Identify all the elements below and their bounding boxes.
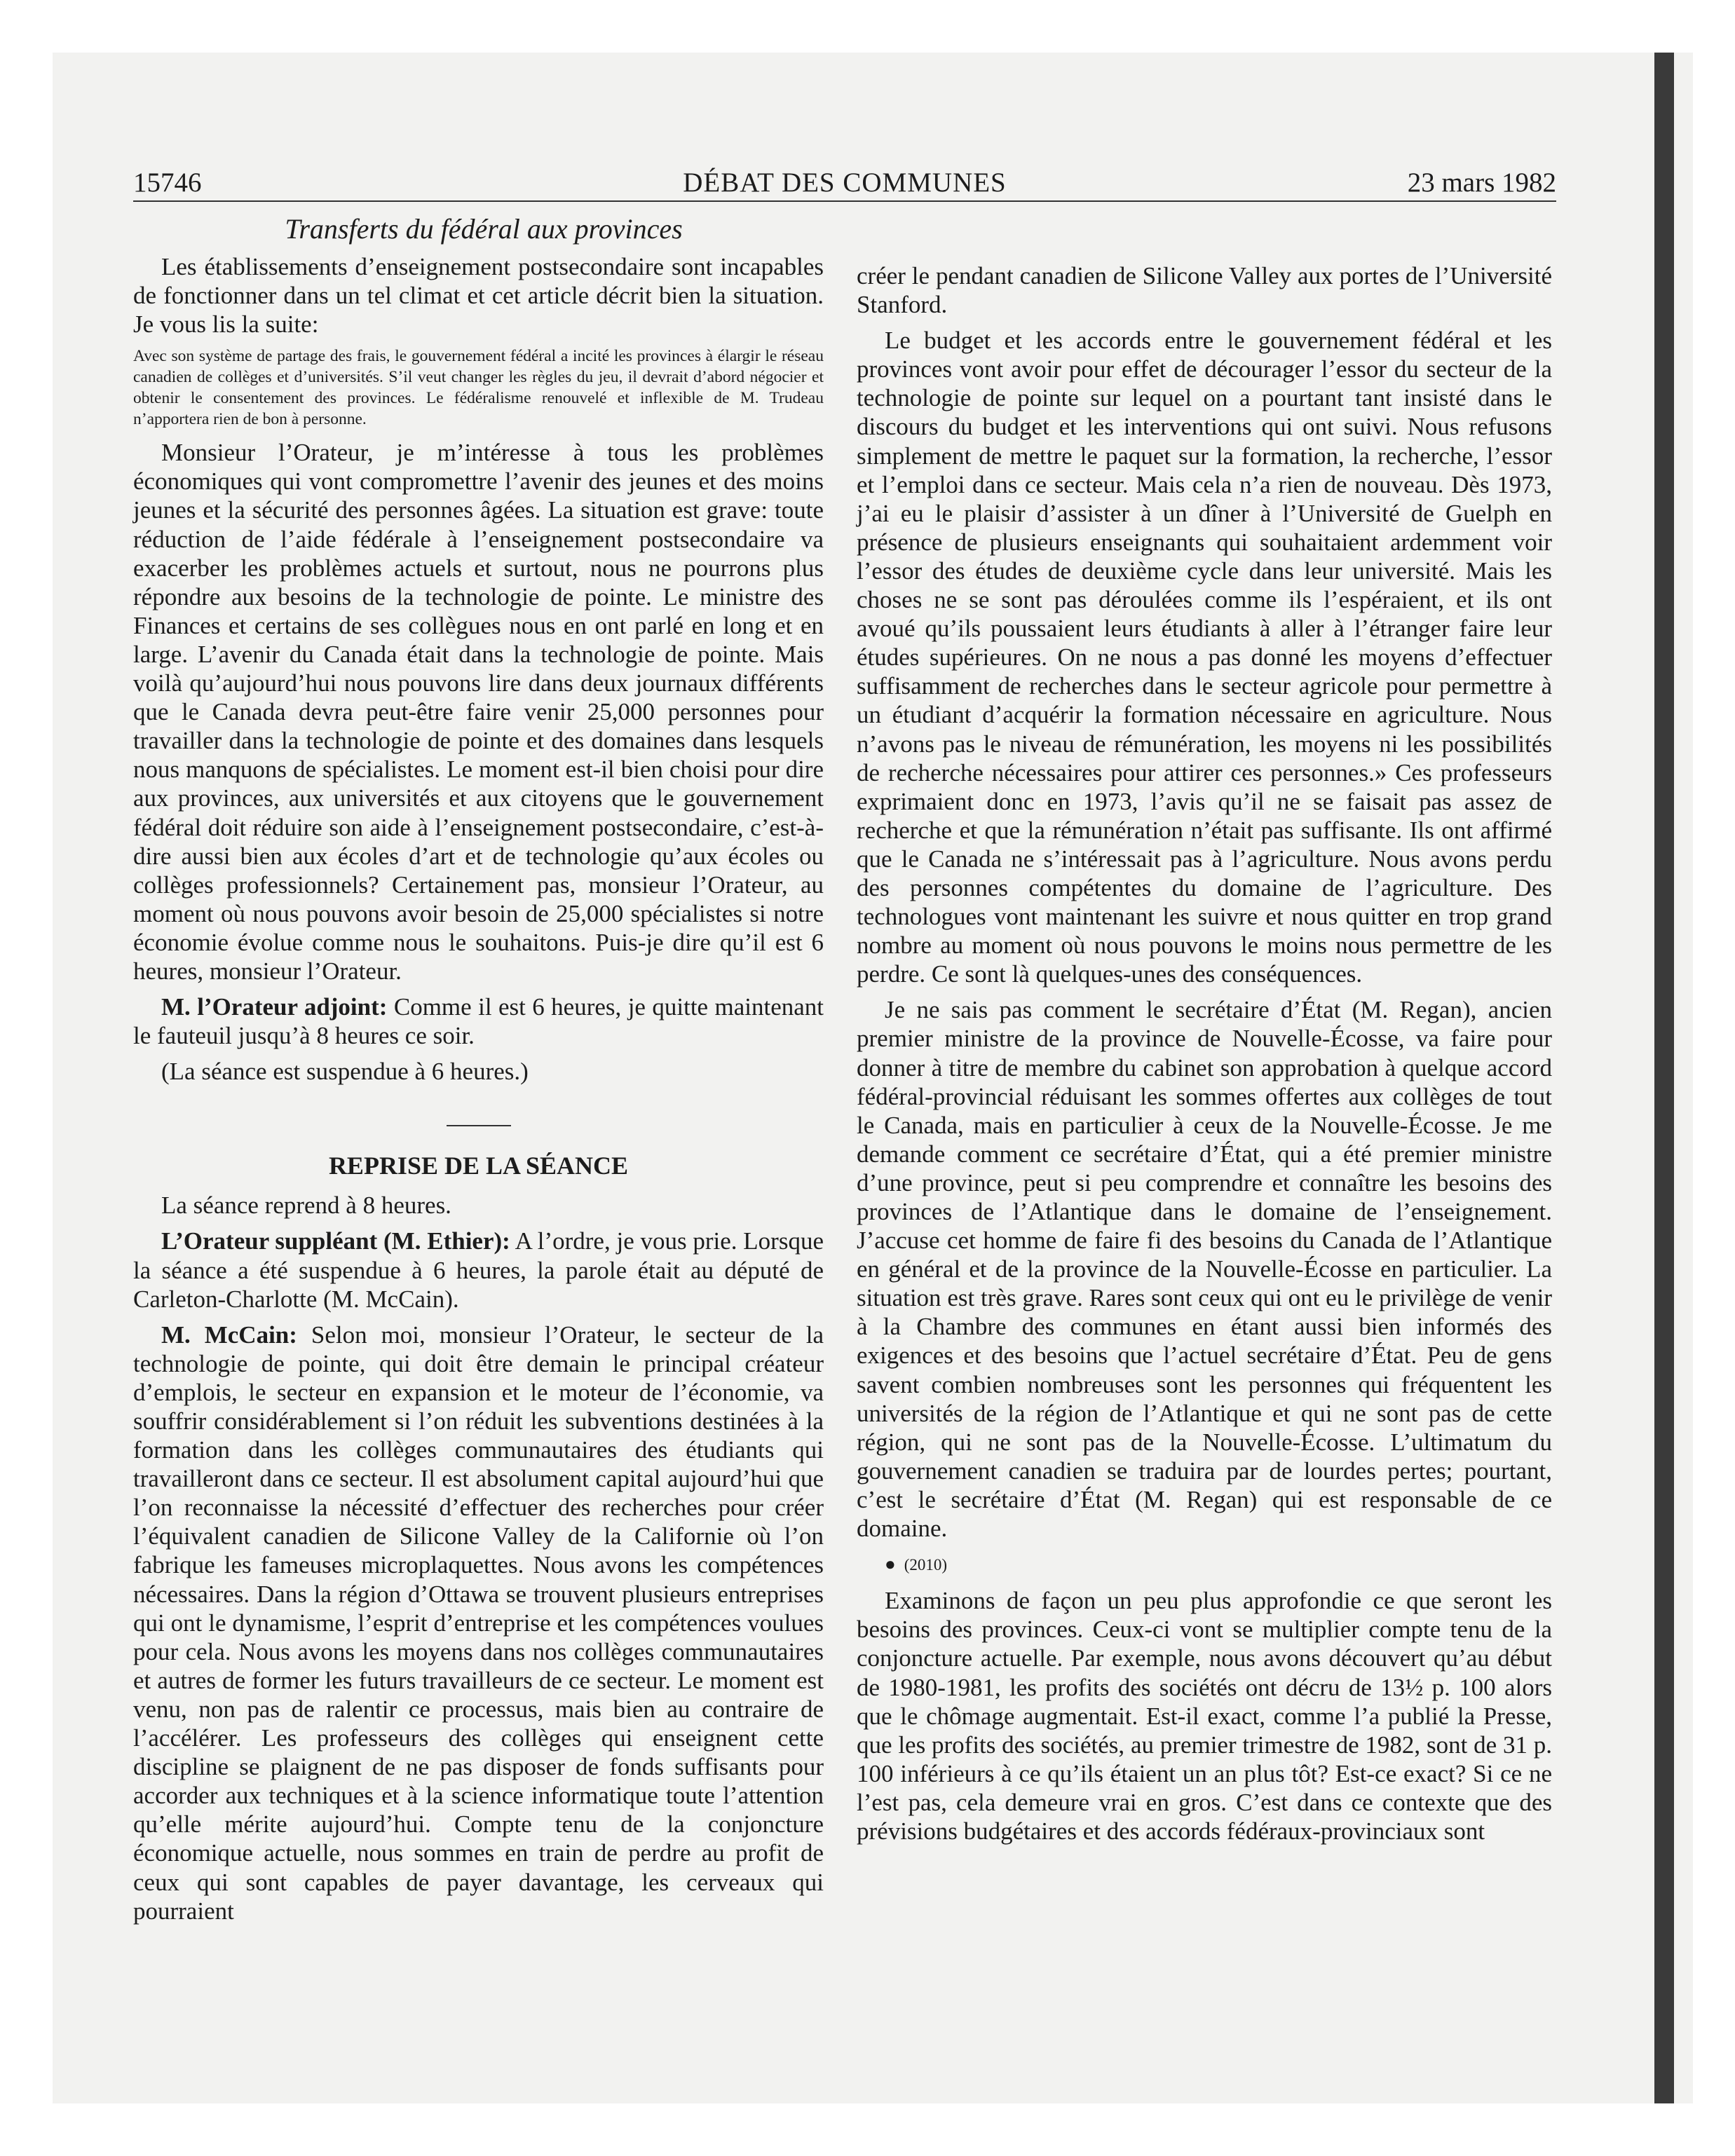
paragraph: (La séance est suspendue à 6 heures.)	[161, 1058, 529, 1086]
page-number: 15746	[133, 168, 202, 198]
timestamp-text: (2010)	[904, 1556, 948, 1574]
speaker-name: M. McCain:	[161, 1321, 297, 1349]
speech-text: Comme il est 6 heures, je quitte maintenant le fauteuil jusqu’à 8 heures ce soir.	[133, 993, 824, 1050]
paragraph: Monsieur l’Orateur, je m’intéresse à tous les problèmes économiques qui vont compromettre l’avenir des jeunes et des moins jeunes et la sécurité des personnes âgées. La situation est grave: toute réduction de l’aide fédérale à l’enseignement postsecondaire va exacerber les problèmes actuels et surtout, nous ne pourrons plus répondre aux besoins de la technologie de pointe. Le ministre des Finances et certains de ses collègues nous en ont parlé en long et en large. L’avenir du Canada était dans la technologie de pointe. Mais voilà qu’aujourd’hui nous pouvons lire dans deux journaux différents que le Canada devra peut-être faire venir 25,000 personnes pour travailler dans la technologie de pointe et des domaines dans lesquels nous manquons de spécialistes. Le moment est-il bien choisi pour dire aux provinces, aux universités et aux citoyens que le gouvernement fédéral doit réduire son aide à l’enseignement postsecondaire, c’est-à-dire aussi bien aux écoles d’art et de technologie qu’aux écoles ou collèges professionnels? Certainement pas, monsieur l’Orateur, au moment où nous pouvons avoir besoin de 25,000 spécialistes si notre économie évolue comme nous le souhaitons. Puis-je dire qu’il est 6 heures, monsieur l’Orateur.	[133, 439, 824, 985]
publication-date: 23 mars 1982	[1407, 168, 1556, 198]
section-divider	[447, 1125, 511, 1126]
page-edge-shadow	[1654, 53, 1674, 2103]
publication-title: DÉBAT DES COMMUNES	[683, 168, 1007, 198]
speaker-name: L’Orateur suppléant (M. Ethier):	[161, 1227, 510, 1255]
paragraph: Les établissements d’enseignement postsecondaire sont incapables de fonctionner dans un tel climat et cet article décrit bien la situation. Je vous lis la suite:	[133, 253, 824, 339]
section-subtitle: Transferts du fédéral aux provinces	[285, 213, 683, 245]
paragraph: La séance reprend à 8 heures.	[161, 1192, 451, 1220]
left-column	[133, 252, 824, 1932]
timestamp	[857, 1550, 1552, 1579]
paragraph: créer le pendant canadien de Silicone Valley aux portes de l’Université Stanford.	[857, 262, 1552, 319]
block-quote: Avec son système de partage des frais, le gouvernement fédéral a incité les provinces à élargir le réseau canadien de collèges et d’universités. S’il veut changer les règles du jeu, il devrait d’abord négocier et obtenir le consentement des provinces. Le fédéralisme renouvelé et inflexible de M. Trudeau n’apportera rien de bon à personne.	[133, 347, 824, 429]
bullet-icon: ●	[885, 1554, 896, 1575]
speech-paragraph	[133, 1321, 824, 1925]
speech-paragraph	[133, 1227, 824, 1313]
paragraph: Examinons de façon un peu plus approfondie ce que seront les besoins des provinces. Ceux-ci vont se multiplier compte tenu de la conjoncture actuelle. Par exemple, nous avons découvert qu’au début de 1980-1981, les profits des sociétés ont décru de 13½ p. 100 alors que le chômage augmentait. Est-il exact, comme l’a publié la Presse, que les profits des sociétés, au premier trimestre de 1982, sont de 31 p. 100 inférieurs à ce qu’ils étaient un an plus tôt? Est-ce exact? Si ce ne l’est pas, cela demeure vrai en gros. C’est dans ce contexte que des prévisions budgétaires et des accords fédéraux-provinciaux sont	[857, 1587, 1552, 1845]
right-column	[857, 261, 1552, 1853]
speech-text: A l’ordre, je vous prie. Lorsque la séance a été suspendue à 6 heures, la parole était au député de Carleton-Charlotte (M. McCain).	[133, 1227, 824, 1313]
page-header	[133, 167, 1556, 202]
speech-text: Selon moi, monsieur l’Orateur, le secteur de la technologie de pointe, qui doit être demain le principal créateur d’emplois, le secteur en expansion et le moteur de l’économie, va souffrir considérablement si l’on réduit les subventions destinées à la formation dans les collèges communautaires des étudiants qui travailleront dans ce secteur. Il est absolument capital aujourd’hui que l’on reconnaisse la nécessité d’effectuer des recherches pour créer l’équivalent canadien de Silicone Valley de la Californie où l’on fabrique les fameuses microplaquettes. Nous avons les compétences nécessaires. Dans la région d’Ottawa se trouvent plusieurs entreprises qui ont le dynamisme, l’esprit d’entreprise et les compétences voulues pour cela. Nous avons les moyens dans nos collèges communautaires et autres de former les futurs travailleurs de ce secteur. Le moment est venu, non pas de ralentir ce processus, mais bien au contraire de l’accélérer. Les professeurs des collèges qui enseignent cette discipline se plaignent de ne pas disposer de fonds suffisants pour accorder aux techniques et à la science informatique toute l’attention qu’elle mérite aujourd’hui. Compte tenu de la conjoncture économique actuelle, nous sommes en train de perdre au profit de ceux qui sont capables de payer davantage, les cerveaux qui pourraient	[133, 1321, 824, 1925]
section-heading: REPRISE DE LA SÉANCE	[328, 1152, 629, 1180]
paragraph: Le budget et les accords entre le gouvernement fédéral et les provinces vont avoir pour effet de décourager l’essor du secteur de la technologie de pointe sur lequel on a pourtant tant insisté dans le discours du budget et les interventions qui ont suivi. Nous refusons simplement de mettre le paquet sur la formation, la recherche, l’essor et l’emploi dans ce secteur. Mais cela n’a rien de nouveau. Dès 1973, j’ai eu le plaisir d’assister à un dîner à l’Université de Guelph en présence de plusieurs enseignants qui souhaitaient ardemment voir l’essor des études de deuxième cycle dans leur université. Mais les choses ne se sont pas déroulées comme ils l’espéraient, et ils ont avoué qu’ils poussaient leurs étudiants à aller à l’étranger faire leur études supérieures. On ne nous a pas donné les moyens d’effectuer suffisamment de recherches dans le secteur agricole pour permettre à un étudiant d’acquérir la formation nécessaire en agriculture. Nous n’avons pas le niveau de rémunération, les moyens ni les possibilités de recherche nécessaires pour attirer ces personnes.» Ces professeurs exprimaient donc en 1973, l’avis qu’il ne se faisait pas assez de recherche et que la rémunération n’était pas suffisante. Ils ont affirmé que le Canada ne s’intéressait pas à l’agriculture. Nous avons perdu des personnes compétentes du domaine de l’agriculture. Des technologues vont maintenant les suivre et nous quitter en trop grand nombre au moment où nous pouvons le moins nous permettre de les perdre. Ce sont là quelques-unes des conséquences.	[857, 327, 1552, 988]
speech-paragraph	[133, 992, 824, 1050]
speaker-name: M. l’Orateur adjoint:	[161, 993, 388, 1021]
paragraph: Je ne sais pas comment le secrétaire d’État (M. Regan), ancien premier ministre de la province de Nouvelle-Écosse, va faire pour donner à titre de membre du cabinet son approbation à quelque accord fédéral-provincial réduisant les sommes offertes aux collèges de tout le Canada, mais en particulier à ceux de la Nouvelle-Écosse. Je me demande comment ce secrétaire d’État, qui a été premier ministre d’une province, peut si peu comprendre et connaître les besoins des provinces de l’Atlantique dans le domaine de l’enseignement. J’accuse cet homme de faire fi des besoins du Canada de l’Atlantique en général et de la province de la Nouvelle-Écosse en particulier. La situation est très grave. Rares sont ceux qui ont eu le privilège de venir à la Chambre des communes en étant aussi bien informés des exigences et des besoins que l’actuel secrétaire d’État. Peu de gens savent combien nombreuses sont les personnes qui fréquentent les universités de la région de l’Atlantique et qui ne sont pas de cette région, qui ne sont pas de la Nouvelle-Écosse. L’ultimatum du gouvernement canadien se traduira par de lourdes pertes; pourtant, c’est le secrétaire d’État (M. Regan) qui est responsable de ce domaine.	[857, 996, 1552, 1543]
